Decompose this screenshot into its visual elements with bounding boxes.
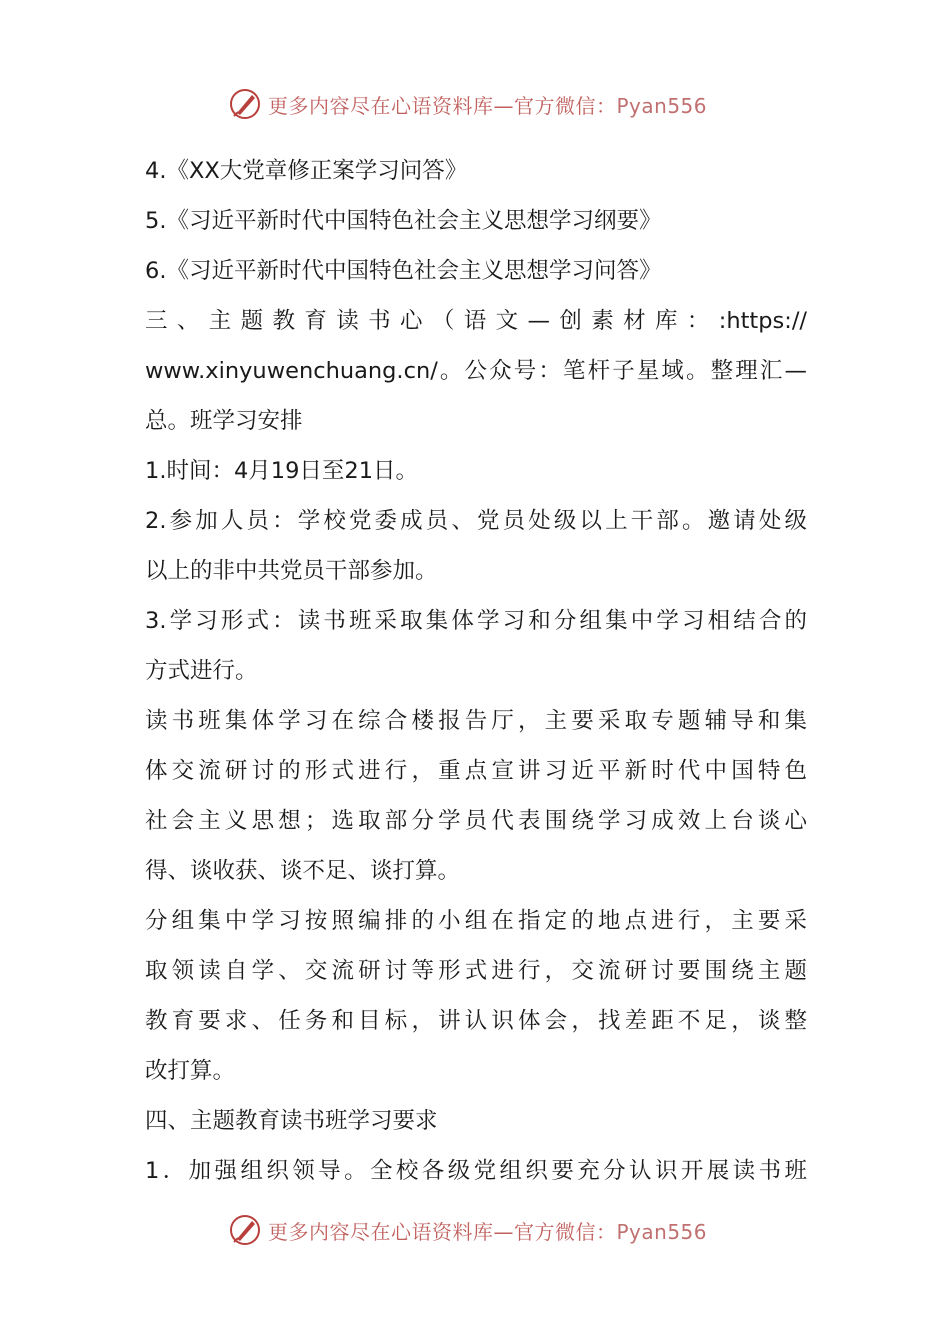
text-line: 读书班集体学习在综合楼报告厅，主要采取专题辅导和集 <box>145 708 807 734</box>
watermark-banner-top <box>228 84 728 124</box>
watermark-text: 更多内容尽在心语资料库—官方微信：Pyan556 <box>268 93 708 118</box>
text-line: 社会主义思想；选取部分学员代表围绕学习成效上台谈心 <box>145 808 807 834</box>
text-line: 改打算。 <box>145 1058 236 1084</box>
text-line: 1.时间：4月19日至21日。 <box>145 458 419 484</box>
text-line: 3.学习形式：读书班采取集体学习和分组集中学习相结合的 <box>145 608 807 634</box>
quill-pen-icon <box>228 87 262 121</box>
text-line: 5.《习近平新时代中国特色社会主义思想学习纲要》 <box>145 208 662 234</box>
text-line: 总。班学习安排 <box>145 408 303 434</box>
watermark-banner-bottom <box>228 1210 728 1250</box>
document-body <box>145 146 807 1196</box>
text-line: 教育要求、任务和目标，讲认识体会，找差距不足，谈整 <box>145 1008 807 1034</box>
text-line: www.xinyuwenchuang.cn/。公众号：笔杆子星域。整理汇— <box>145 358 807 384</box>
text-line: 得、谈收获、谈不足、谈打算。 <box>145 858 461 884</box>
section-heading: 四、主题教育读书班学习要求 <box>145 1108 438 1134</box>
text-line: 2.参加人员：学校党委成员、党员处级以上干部。邀请处级 <box>145 508 807 534</box>
watermark-wechat-id: Pyan556 <box>616 1219 708 1244</box>
text-line: 以上的非中共党员干部参加。 <box>145 558 438 584</box>
text-line: 三、主题教育读书心（语文—创素材库：:https:// <box>145 308 807 334</box>
text-line: 1．加强组织领导。全校各级党组织要充分认识开展读书班 <box>145 1158 807 1184</box>
text-line: 取领读自学、交流研讨等形式进行，交流研讨要围绕主题 <box>145 958 807 984</box>
text-line: 方式进行。 <box>145 658 258 684</box>
text-line: 4.《XX大党章修正案学习问答》 <box>145 158 468 184</box>
watermark-wechat-id: Pyan556 <box>616 93 708 118</box>
text-line: 体交流研讨的形式进行，重点宣讲习近平新时代中国特色 <box>145 758 807 784</box>
text-line: 分组集中学习按照编排的小组在指定的地点进行，主要采 <box>145 908 807 934</box>
text-line: 6.《习近平新时代中国特色社会主义思想学习问答》 <box>145 258 662 284</box>
watermark-text: 更多内容尽在心语资料库—官方微信：Pyan556 <box>268 1219 708 1244</box>
quill-pen-icon <box>228 1213 262 1247</box>
